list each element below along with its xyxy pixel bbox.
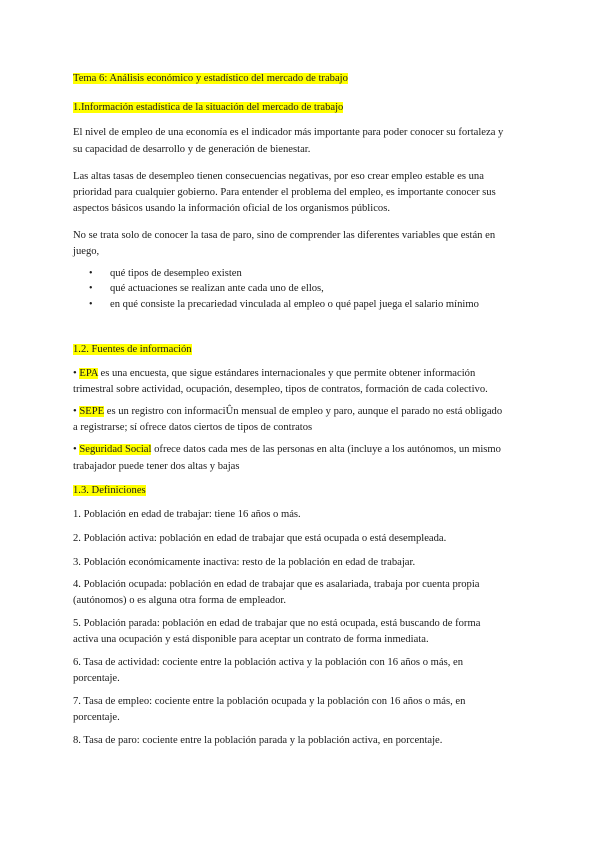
definition-item: 7. Tasa de empleo: cociente entre la población ocupada y la población con 16 años o más, en (73, 696, 466, 707)
bullet-icon: • (89, 299, 93, 310)
bullet-icon: • (73, 444, 77, 455)
section-3-heading: 1.3. Definiciones (73, 485, 146, 496)
definition-item: 4. Población ocupada: población en edad de trabajar que es asalariada, trabaja por cuenta propia (73, 579, 480, 590)
source-epa: • EPA es una encuesta, que sigue estándares internacionales y que permite obtener información (73, 368, 476, 379)
bullet-icon: • (73, 368, 77, 379)
definition-item: 3. Población económicamente inactiva: resto de la población en edad de trabajar. (73, 557, 416, 568)
source-sepe: • SEPE es un registro con informaciÛn mensual de empleo y paro, aunque el parado no está obligado (73, 406, 503, 417)
paragraph-line: juego, (73, 246, 100, 257)
bullet-icon: • (73, 406, 77, 417)
section-2-heading: 1.2. Fuentes de información (73, 344, 192, 355)
paragraph-line: El nivel de empleo de una economía es el indicador más importante para poder conocer su fortaleza y (73, 127, 504, 138)
bullet-icon: • (89, 283, 93, 294)
paragraph-line: No se trata solo de conocer la tasa de paro, sino de comprender las diferentes variables que están en (73, 230, 496, 241)
definition-item-cont: (autónomos) o es alguna otra forma de empleador. (73, 595, 286, 606)
definition-item-cont: porcentaje. (73, 712, 120, 723)
definition-item: 5. Población parada: población en edad de trabajar que no está ocupada, está buscando de forma (73, 618, 481, 629)
definition-item: 8. Tasa de paro: cociente entre la población parada y la población activa, en porcentaje. (73, 735, 443, 746)
paragraph-line: trabajador puede tener dos altas y bajas (73, 461, 240, 472)
definition-item-cont: porcentaje. (73, 673, 120, 684)
paragraph-line: a registrarse; sí ofrece datos ciertos de tipos de contratos (73, 422, 313, 433)
definition-item: 2. Población activa: población en edad de trabajar que está ocupada o está desempleada. (73, 533, 447, 544)
document-title: Tema 6: Análisis económico y estadístico del mercado de trabajo (73, 73, 348, 84)
definition-item: 1. Población en edad de trabajar: tiene 16 años o más. (73, 509, 301, 520)
paragraph-line: prioridad para cualquier gobierno. Para entender el problema del empleo, es importante conocer sus (73, 187, 496, 198)
definition-item: 6. Tasa de actividad: cociente entre la población activa y la población con 16 años o más, en (73, 657, 464, 668)
paragraph-line: Las altas tasas de desempleo tienen consecuencias negativas, por eso crear empleo estable es una (73, 171, 484, 182)
paragraph-line: aspectos básicos usando la información oficial de los organismos públicos. (73, 203, 390, 214)
section-1-heading: 1.Información estadística de la situación del mercado de trabajo (73, 102, 344, 113)
bullet-icon: • (89, 268, 93, 279)
definition-item-cont: activa una ocupación y está disponible para aceptar un contrato de forma inmediata. (73, 634, 429, 645)
paragraph-line: trimestral sobre actividad, ocupación, desempleo, tipos de contratos, formación de cada colectivo. (73, 384, 488, 395)
source-seguridad-social: • Seguridad Social ofrece datos cada mes de las personas en alta (incluye a los autónomos, un mismo (73, 444, 501, 455)
paragraph-line: su capacidad de desarrollo y de generación de bienestar. (73, 144, 311, 155)
